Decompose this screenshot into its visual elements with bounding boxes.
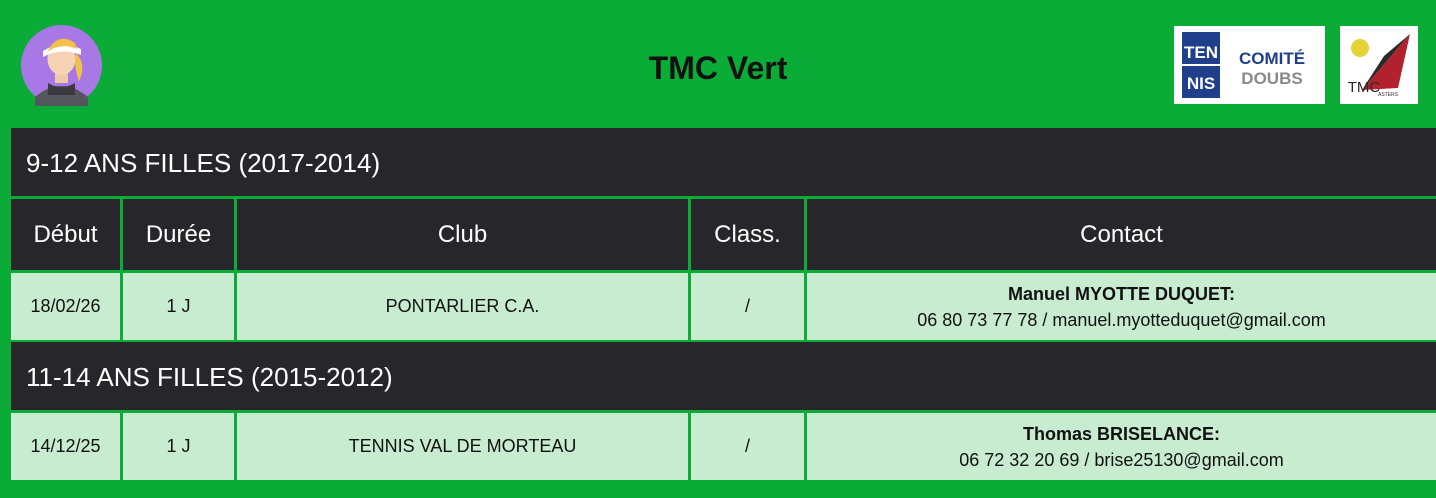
svg-text:COMITÉ: COMITÉ (1238, 49, 1306, 68)
contact-info[interactable]: 06 72 32 20 69 / brise25130@gmail.com (959, 449, 1284, 470)
contact-name: Thomas BRISELANCE: (1022, 423, 1220, 444)
svg-text:TEN: TEN (1184, 43, 1218, 62)
table-row (11, 410, 1436, 480)
svg-text:ASTERS: ASTERS (1378, 92, 1399, 98)
table-header-row (11, 196, 1436, 270)
contact-cell (807, 273, 1436, 340)
column-header-club: Club (237, 199, 691, 270)
start-date-cell: 18/02/26 (11, 273, 123, 340)
start-date-cell: 14/12/25 (11, 413, 123, 480)
category-row: 11-14 ANS FILLES (2015-2012) (11, 340, 1436, 410)
comite-doubs-logo (1174, 26, 1325, 104)
contact-cell (807, 413, 1436, 480)
contact-info[interactable]: 06 80 73 77 78 / manuel.myotteduquet@gmail.com (917, 309, 1326, 330)
svg-text:DOUBS: DOUBS (1241, 69, 1303, 88)
column-header-contact: Contact (1080, 220, 1163, 248)
club-cell: TENNIS VAL DE MORTEAU (237, 413, 691, 480)
header (0, 0, 1436, 126)
svg-text:TMC: TMC (1347, 79, 1381, 96)
club-cell: PONTARLIER C.A. (237, 273, 691, 340)
contact-name: Manuel MYOTTE DUQUET: (1007, 283, 1235, 304)
column-header-duration: Durée (123, 199, 237, 270)
page-title: TMC Vert (648, 50, 788, 86)
duration-cell: 1 J (123, 413, 237, 480)
tournament-table (11, 126, 1436, 480)
category-row: 9-12 ANS FILLES (2017-2014) (11, 126, 1436, 196)
svg-text:NIS: NIS (1186, 74, 1216, 93)
column-header-ranking: Class. (691, 199, 807, 270)
table-row (11, 270, 1436, 340)
tmc-masters-logo (1340, 26, 1418, 104)
column-header-start: Début (11, 199, 123, 270)
duration-cell: 1 J (123, 273, 237, 340)
ranking-cell: / (691, 413, 807, 480)
ranking-cell: / (691, 273, 807, 340)
